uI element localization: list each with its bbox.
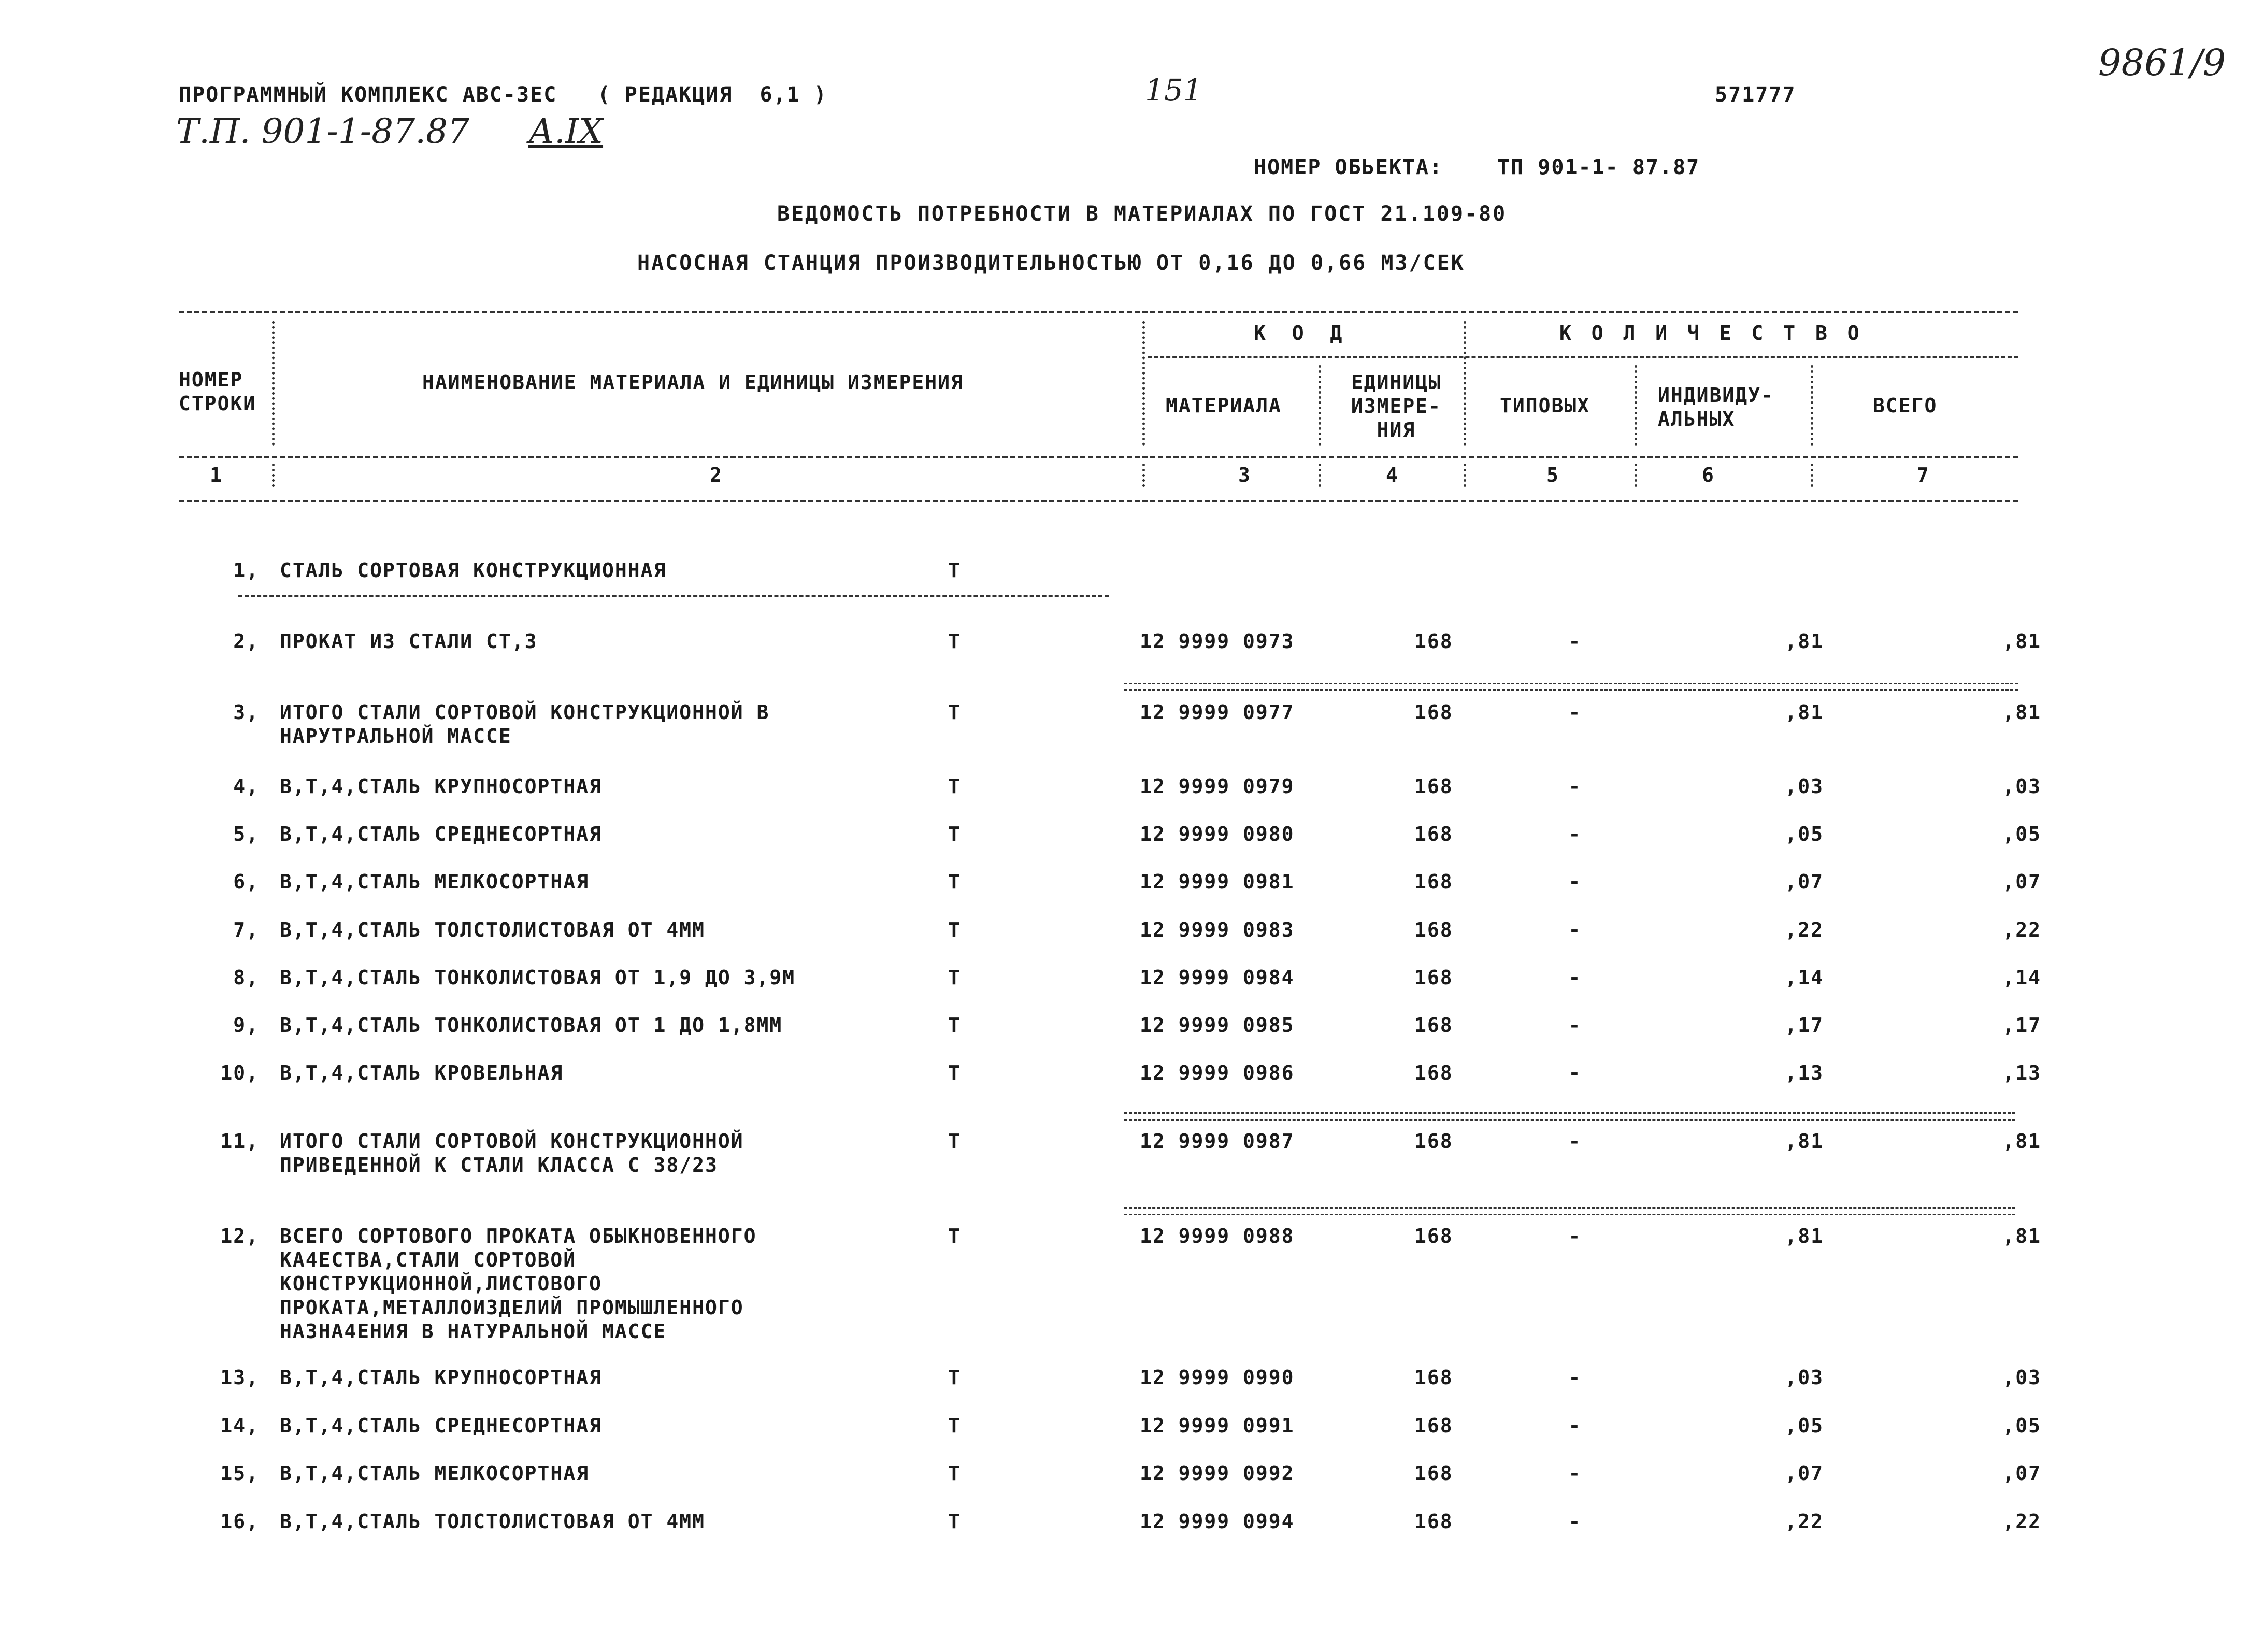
unit: Т [948, 1462, 961, 1485]
document-code: 571777 [1715, 83, 1796, 107]
row-number: 2, [233, 630, 259, 653]
unit: Т [948, 1510, 961, 1533]
total-qty: ,07 [2002, 870, 2041, 893]
row-number: 11, [220, 1130, 259, 1153]
unit-code: 168 [1414, 1061, 1453, 1084]
header-separator [1142, 321, 1145, 446]
typical-qty: - [1568, 1414, 1582, 1437]
column-number: 2 [710, 464, 722, 486]
unit: Т [948, 1061, 961, 1084]
column-number: 4 [1386, 464, 1398, 486]
material-name: В,Т,4,СТАЛЬ СРЕДНЕСОРТНАЯ [280, 823, 602, 845]
header-group-rule [1148, 356, 2018, 358]
unit: Т [948, 701, 961, 724]
column-number: 7 [1917, 464, 1929, 486]
material-code: 12 9999 0980 [1140, 823, 1295, 845]
header-separator [1319, 464, 1321, 487]
row-number: 3, [233, 701, 259, 724]
individual-qty: ,22 [1785, 918, 1824, 941]
individual-qty: ,81 [1785, 630, 1824, 653]
typical-qty: - [1568, 1014, 1582, 1037]
individual-qty: ,22 [1785, 1510, 1824, 1533]
material-name: ВСЕГО СОРТОВОГО ПРОКАТА ОБЫКНОВЕННОГО КА4ЕСТВА,СТАЛИ СОРТОВОЙ КОНСТРУКЦИОННОЙ,ЛИСТОВОГО ПРОКАТА,МЕТАЛЛОИЗДЕЛИЙ ПРОМЫШЛЕННОГО НАЗНА4ЕНИЯ В НАТУРАЛЬНОЙ МАССЕ [280, 1225, 757, 1343]
header-code-group: К О Д [1254, 322, 1350, 344]
subtotal-rule [1124, 1207, 2015, 1215]
material-name: ПРОКАТ ИЗ СТАЛИ СТ,3 [280, 630, 538, 653]
unit-code: 168 [1414, 1414, 1453, 1437]
header-material-name: НАИМЕНОВАНИЕ МАТЕРИАЛА И ЕДИНИЦЫ ИЗМЕРЕНИЯ [422, 371, 964, 394]
station-title: НАСОСНАЯ СТАНЦИЯ ПРОИЗВОДИТЕЛЬНОСТЬЮ ОТ 0,16 ДО 0,66 М3/СЕК [637, 251, 1465, 275]
unit-code: 168 [1414, 823, 1453, 845]
unit-code: 168 [1414, 1014, 1453, 1037]
material-name: В,Т,4,СТАЛЬ КРОВЕЛЬНАЯ [280, 1061, 564, 1084]
material-name: В,Т,4,СТАЛЬ КРУПНОСОРТНАЯ [280, 1366, 602, 1389]
typical-qty: - [1568, 1366, 1582, 1389]
object-number-label: НОМЕР ОБЬЕКТА: [1254, 155, 1443, 179]
typical-qty: - [1568, 1061, 1582, 1084]
material-code: 12 9999 0992 [1140, 1462, 1295, 1485]
typical-qty: - [1568, 966, 1582, 989]
header-unit-code: ЕДИНИЦЫ ИЗМЕРЕ- НИЯ [1351, 371, 1442, 441]
individual-qty: ,05 [1785, 1414, 1824, 1437]
header-bottom-rule [179, 500, 2018, 502]
individual-qty: ,03 [1785, 775, 1824, 798]
individual-qty: ,07 [1785, 870, 1824, 893]
total-qty: ,81 [2002, 701, 2041, 724]
total-qty: ,81 [2002, 1130, 2041, 1153]
row-number: 10, [220, 1061, 259, 1084]
row-number: 13, [220, 1366, 259, 1389]
typical-qty: - [1568, 630, 1582, 653]
unit-code: 168 [1414, 1462, 1453, 1485]
unit: Т [948, 966, 961, 989]
column-number: 5 [1546, 464, 1558, 486]
header-separator [272, 464, 275, 487]
individual-qty: ,05 [1785, 823, 1824, 845]
header-typical: ТИПОВЫХ [1500, 394, 1590, 417]
header-material-code: МАТЕРИАЛА [1166, 394, 1282, 417]
unit: Т [948, 630, 961, 653]
unit-code: 168 [1414, 701, 1453, 724]
section-underline [238, 595, 1109, 597]
total-qty: ,81 [2002, 630, 2041, 653]
individual-qty: ,03 [1785, 1366, 1824, 1389]
individual-qty: ,07 [1785, 1462, 1824, 1485]
handwritten-album-ref: А.IX [528, 111, 604, 151]
header-separator [1635, 464, 1637, 487]
material-code: 12 9999 0977 [1140, 701, 1295, 724]
row-number: 14, [220, 1414, 259, 1437]
individual-qty: ,81 [1785, 1225, 1824, 1247]
unit-code: 168 [1414, 1510, 1453, 1533]
material-code: 12 9999 0984 [1140, 966, 1295, 989]
unit-code: 168 [1414, 775, 1453, 798]
material-name: ИТОГО СТАЛИ СОРТОВОЙ КОНСТРУКЦИОННОЙ ПРИВЕДЕННОЙ К СТАЛИ КЛАССА С 38/23 [280, 1130, 744, 1176]
material-name: В,Т,4,СТАЛЬ ТОЛСТОЛИСТОВАЯ ОТ 4ММ [280, 1510, 705, 1533]
header-separator [1811, 365, 1813, 446]
material-code: 12 9999 0986 [1140, 1061, 1295, 1084]
handwritten-corner-number: 9861/9 [2098, 41, 2226, 84]
row-number: 16, [220, 1510, 259, 1533]
unit-code: 168 [1414, 918, 1453, 941]
unit-code: 168 [1414, 1225, 1453, 1247]
total-qty: ,81 [2002, 1225, 2041, 1247]
typical-qty: - [1568, 1130, 1582, 1153]
material-code: 12 9999 0979 [1140, 775, 1295, 798]
material-code: 12 9999 0994 [1140, 1510, 1295, 1533]
header-mid-rule [179, 456, 2018, 458]
unit: Т [948, 1366, 961, 1389]
unit-code: 168 [1414, 1130, 1453, 1153]
header-separator [272, 321, 275, 446]
total-qty: ,03 [2002, 1366, 2041, 1389]
header-separator [1464, 321, 1466, 446]
row-number: 1, [233, 559, 259, 582]
material-name: В,Т,4,СТАЛЬ ТОНКОЛИСТОВАЯ ОТ 1,9 ДО 3,9М [280, 966, 796, 989]
unit: Т [948, 559, 961, 582]
header-total: ВСЕГО [1873, 394, 1938, 417]
handwritten-project-ref: Т.П. 901-1-87.87 [176, 111, 470, 151]
header-individual: ИНДИВИДУ- АЛЬНЫХ [1658, 384, 1774, 430]
unit: Т [948, 1414, 961, 1437]
typical-qty: - [1568, 1225, 1582, 1247]
material-name: В,Т,4,СТАЛЬ ТОЛСТОЛИСТОВАЯ ОТ 4ММ [280, 918, 705, 941]
row-number: 9, [233, 1014, 259, 1037]
row-number: 7, [233, 918, 259, 941]
material-code: 12 9999 0983 [1140, 918, 1295, 941]
object-number-value: ТП 901-1- 87.87 [1497, 155, 1700, 179]
unit: Т [948, 1225, 961, 1247]
unit-code: 168 [1414, 966, 1453, 989]
material-name: СТАЛЬ СОРТОВАЯ КОНСТРУКЦИОННАЯ [280, 559, 667, 582]
unit: Т [948, 918, 961, 941]
total-qty: ,05 [2002, 823, 2041, 845]
individual-qty: ,81 [1785, 1130, 1824, 1153]
individual-qty: ,13 [1785, 1061, 1824, 1084]
unit: Т [948, 775, 961, 798]
header-top-rule [179, 311, 2018, 313]
material-code: 12 9999 0985 [1140, 1014, 1295, 1037]
header-separator [1811, 464, 1813, 487]
material-name: В,Т,4,СТАЛЬ СРЕДНЕСОРТНАЯ [280, 1414, 602, 1437]
unit: Т [948, 870, 961, 893]
material-code: 12 9999 0990 [1140, 1366, 1295, 1389]
unit-code: 168 [1414, 1366, 1453, 1389]
column-number: 3 [1238, 464, 1250, 486]
header-separator [1319, 365, 1321, 446]
typical-qty: - [1568, 1462, 1582, 1485]
typical-qty: - [1568, 1510, 1582, 1533]
typical-qty: - [1568, 918, 1582, 941]
material-code: 12 9999 0973 [1140, 630, 1295, 653]
individual-qty: ,14 [1785, 966, 1824, 989]
typical-qty: - [1568, 870, 1582, 893]
material-name: В,Т,4,СТАЛЬ МЕЛКОСОРТНАЯ [280, 1462, 590, 1485]
total-qty: ,13 [2002, 1061, 2041, 1084]
subtotal-rule [1124, 683, 2018, 691]
material-name: В,Т,4,СТАЛЬ МЕЛКОСОРТНАЯ [280, 870, 590, 893]
column-number: 6 [1702, 464, 1714, 486]
header-separator [1464, 464, 1466, 487]
material-name: ИТОГО СТАЛИ СОРТОВОЙ КОНСТРУКЦИОННОЙ В НАРУТРАЛЬНОЙ МАССЕ [280, 701, 770, 748]
typical-qty: - [1568, 823, 1582, 845]
unit-code: 168 [1414, 870, 1453, 893]
row-number: 8, [233, 966, 259, 989]
total-qty: ,22 [2002, 918, 2041, 941]
program-title: ПРОГРАММНЫЙ КОМПЛЕКС АВС-3ЕС ( РЕДАКЦИЯ 6,1 ) [179, 83, 827, 107]
total-qty: ,03 [2002, 775, 2041, 798]
material-code: 12 9999 0988 [1140, 1225, 1295, 1247]
row-number: 12, [220, 1225, 259, 1247]
total-qty: ,17 [2002, 1014, 2041, 1037]
column-number: 1 [210, 464, 222, 486]
material-code: 12 9999 0987 [1140, 1130, 1295, 1153]
individual-qty: ,17 [1785, 1014, 1824, 1037]
row-number: 15, [220, 1462, 259, 1485]
row-number: 6, [233, 870, 259, 893]
unit: Т [948, 1014, 961, 1037]
header-separator [1635, 365, 1637, 446]
material-name: В,Т,4,СТАЛЬ ТОНКОЛИСТОВАЯ ОТ 1 ДО 1,8ММ [280, 1014, 783, 1037]
typical-qty: - [1568, 775, 1582, 798]
header-quantity-group: К О Л И Ч Е С Т В О [1559, 322, 1864, 344]
header-separator [1142, 464, 1145, 487]
subtotal-rule [1124, 1112, 2015, 1121]
unit-code: 168 [1414, 630, 1453, 653]
individual-qty: ,81 [1785, 701, 1824, 724]
row-number: 5, [233, 823, 259, 845]
typical-qty: - [1568, 701, 1582, 724]
page-number: 151 [1145, 73, 1202, 108]
total-qty: ,05 [2002, 1414, 2041, 1437]
total-qty: ,14 [2002, 966, 2041, 989]
total-qty: ,22 [2002, 1510, 2041, 1533]
statement-title: ВЕДОМОСТЬ ПОТРЕБНОСТИ В МАТЕРИАЛАХ ПО ГОСТ 21.109-80 [777, 202, 1507, 226]
material-code: 12 9999 0981 [1140, 870, 1295, 893]
header-row-number: НОМЕР СТРОКИ [179, 368, 256, 415]
total-qty: ,07 [2002, 1462, 2041, 1485]
unit: Т [948, 1130, 961, 1153]
row-number: 4, [233, 775, 259, 798]
material-code: 12 9999 0991 [1140, 1414, 1295, 1437]
unit: Т [948, 823, 961, 845]
material-name: В,Т,4,СТАЛЬ КРУПНОСОРТНАЯ [280, 775, 602, 798]
